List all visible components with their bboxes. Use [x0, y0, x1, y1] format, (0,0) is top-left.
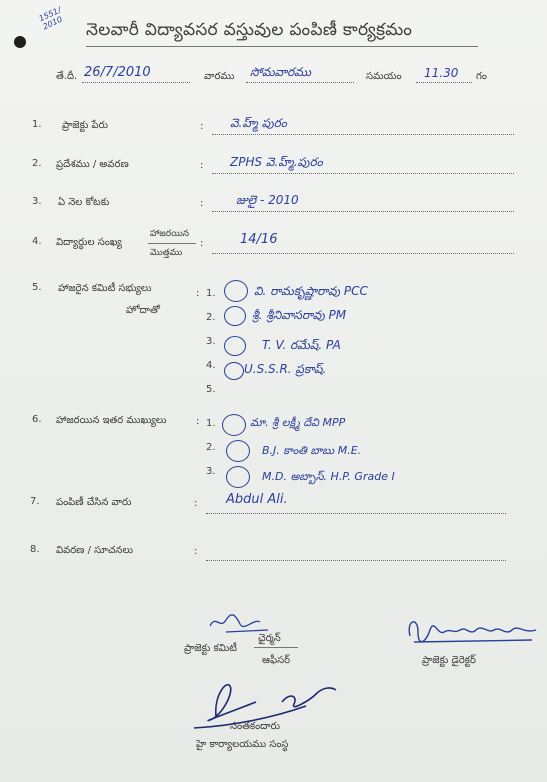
- row-3-value: జులై - 2010: [236, 193, 299, 207]
- others-member-2: B.J. కాంతి బాబు M.E.: [262, 444, 362, 457]
- time-dots: [416, 82, 472, 83]
- initial-stamp: [224, 306, 246, 326]
- corner-note: 1551/ 2010: [37, 5, 64, 32]
- others-member-1-num: 1.: [206, 418, 216, 429]
- row-3-num: 3.: [32, 196, 42, 207]
- remarks-dots: [206, 560, 506, 561]
- committee-member-2-num: 2.: [206, 312, 216, 323]
- others-sep: :: [196, 416, 200, 427]
- others-member-2-num: 2.: [206, 442, 216, 453]
- initial-stamp: [224, 280, 248, 302]
- initial-stamp: [226, 440, 250, 462]
- row-2-dots: [212, 173, 514, 174]
- distributor-label: పంపిణీ చేసిన వారు: [56, 497, 132, 508]
- chair-label-2: ఛైర్మన్: [258, 633, 281, 644]
- day-label: వారము: [204, 71, 235, 82]
- committee-sublabel: హోదాతో: [126, 305, 160, 316]
- others-member-1: మా. శ్రీ లక్ష్మీ దేవి MPP: [250, 416, 346, 429]
- committee-member-3-num: 3.: [206, 336, 216, 347]
- date-dots: [82, 82, 190, 83]
- initial-stamp: [224, 336, 246, 356]
- distributor-value: Abdul Ali.: [226, 492, 288, 507]
- row-4-num: 4.: [32, 236, 42, 247]
- row-3-sep: :: [200, 198, 204, 209]
- punch-hole: [14, 36, 26, 48]
- others-member-3-num: 3.: [206, 466, 216, 477]
- row-1-num: 1.: [32, 119, 42, 130]
- row-2-num: 2.: [32, 158, 42, 169]
- chair-fraction-line: [254, 647, 298, 648]
- row-1-label: ప్రాజెక్టు పేరు: [62, 120, 108, 131]
- row-3-dots: [212, 211, 514, 212]
- distributor-num: 7.: [30, 496, 40, 507]
- remarks-label: వివరణ / సూచనలు: [56, 545, 134, 556]
- day-value: సోమవారము: [250, 65, 312, 79]
- row-2-label: ప్రదేశము / అవరణ: [56, 159, 129, 170]
- row-1-dots: [212, 134, 514, 135]
- others-num: 6.: [32, 414, 42, 425]
- time-label: సమయం: [366, 71, 402, 82]
- time-value: 11.30: [424, 66, 459, 80]
- hm-label-1: సంతకందారు: [230, 721, 280, 732]
- row-1-value: వె.హ్మ్ పురం: [230, 116, 287, 130]
- row-2-sep: :: [200, 160, 204, 171]
- committee-member-1: వి. రామకృష్ణారావు PCC: [254, 284, 368, 298]
- time-unit: గం: [476, 71, 487, 82]
- row-4-sep: :: [200, 238, 204, 249]
- remarks-num: 8.: [30, 544, 40, 555]
- committee-member-3: T. V. రమేష్. PA: [262, 338, 341, 352]
- initial-stamp: [226, 466, 250, 488]
- director-label: ప్రాజెక్టు డైరెక్టర్: [422, 655, 476, 666]
- row-3-label: ఏ నెల కోటకు: [58, 197, 110, 208]
- row-4-fraction-line: [148, 243, 196, 244]
- initial-stamp: [222, 414, 246, 436]
- row-4-sublabel-1: హాజరయిన: [150, 229, 190, 239]
- committee-num: 5.: [32, 282, 42, 293]
- distributor-sep: :: [194, 498, 198, 509]
- others-label: హాజరయిన ఇతర ముఖ్యులు: [56, 415, 167, 426]
- row-4-dots: [212, 253, 514, 254]
- row-2-value: ZPHS వె.హ్మ్.పురం: [230, 155, 323, 169]
- row-4-sublabel-2: మొత్తము: [150, 248, 183, 258]
- row-4-value: 14/16: [240, 232, 278, 247]
- committee-member-4: U.S.S.R. ప్రకాష్.: [244, 362, 327, 376]
- committee-member-1-num: 1.: [206, 288, 216, 299]
- row-4-label: విద్యార్థుల సంఖ్య: [56, 237, 122, 248]
- committee-member-4-num: 4.: [206, 360, 216, 371]
- chair-label-3: ఆఫీసర్: [262, 655, 291, 666]
- form-title: నెలవారీ విద్యావసర వస్తువుల పంపిణీ కార్యక్రమం: [86, 20, 413, 40]
- chair-label-1: ప్రాజెక్టు కమిటీ: [184, 643, 237, 654]
- committee-member-2: శ్రీ. శ్రీనివాసరావు PM: [252, 308, 347, 322]
- committee-member-5-num: 5.: [206, 384, 216, 395]
- row-1-sep: :: [200, 121, 204, 132]
- initial-stamp: [224, 362, 244, 380]
- committee-sep: :: [196, 288, 200, 299]
- date-value: 26/7/2010: [84, 65, 151, 80]
- hm-label-2: హై కార్యాలయము సంస్థ: [196, 739, 289, 750]
- remarks-sep: :: [194, 546, 198, 557]
- distributor-dots: [206, 513, 506, 514]
- date-label: తే.దీ.: [56, 71, 78, 82]
- title-underline: [86, 46, 478, 47]
- others-member-3: M.D. అబ్బాస్. H.P. Grade I: [262, 470, 395, 483]
- day-dots: [246, 82, 354, 83]
- director-signature: [404, 612, 540, 654]
- committee-label: హాజరైన కమిటీ సభ్యులు: [58, 283, 152, 294]
